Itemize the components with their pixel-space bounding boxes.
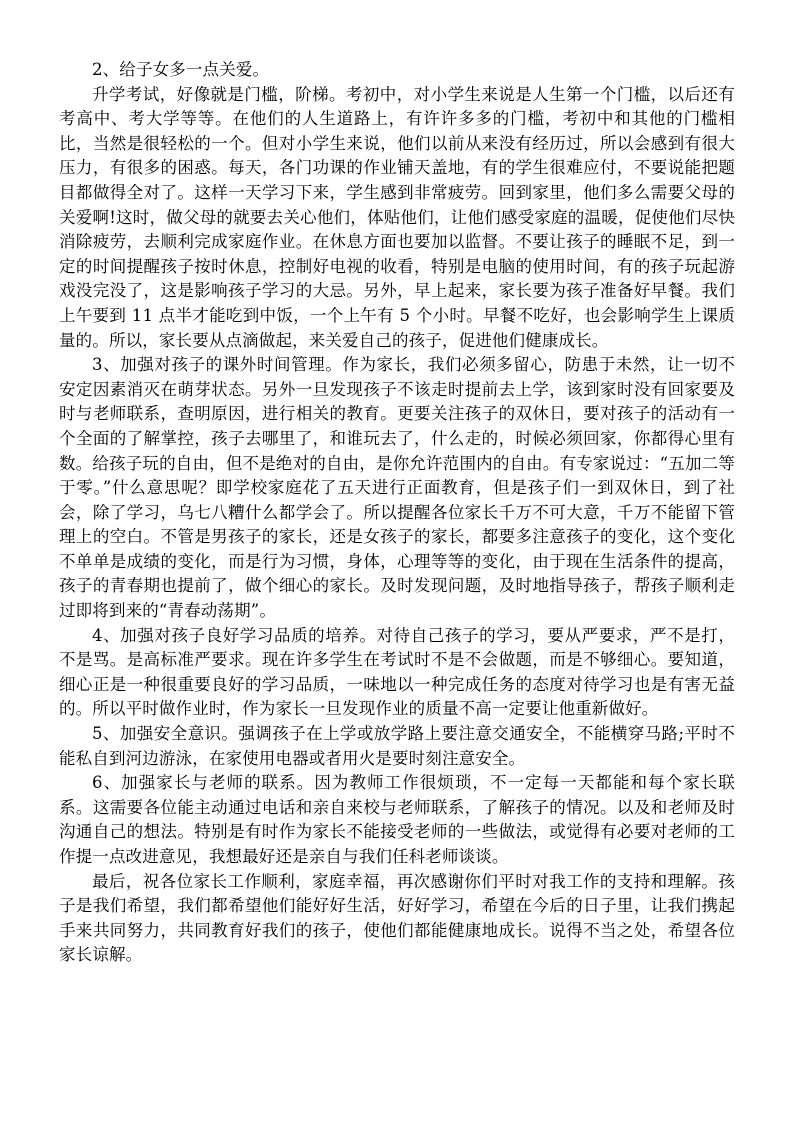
paragraph-time-management: 3、加强对孩子的课外时间管理。作为家长，我们必须多留心，防患于未然，让一切不安定因素消灭在萌芽状态。另外一旦发现孩子不该走时提前去上学，该到家时没有回家要及时与老师联系，查明原因，进行相关的教育。更要关注孩子的双休日，要对孩子的活动有一个全面的了解掌控，孩子去哪里了，和谁玩去了，什么走的，时候必须回家，你都得心里有数。给孩子玩的自由，但不是绝对的自由，是你允许范围内的自由。有专家说过：“五加二等于零。”什么意思呢？即学校家庭花了五天进行正面教育，但是孩子们一到双休日，到了社会，除了学习，乌七八糟什么都学会了。所以提醒各位家长千万不可大意，千万不能留下管理上的空白。不管是男孩子的家长，还是女孩子的家长，都要多注意孩子的变化，这个变化不单单是成绩的变化，而是行为习惯，身体，心理等等的变化，由于现在生活条件的提高，孩子的青春期也提前了，做个细心的家长。及时发现问题，及时地指导孩子，帮孩子顺利走过即将到来的“青春动荡期”。 xyxy=(59,355,735,621)
paragraph-care: 升学考试，好像就是门槛，阶梯。考初中，对小学生来说是人生第一个门槛，以后还有考高中、考大学等等。在他们的人生道路上，有许许多多的门槛，考初中和其他的门槛相比，当然是很轻松的一个。但对小学生来说，他们以前从来没有经历过，所以会感到有很大压力，有很多的困惑。每天，各门功课的作业铺天盖地，有的学生很难应付，不要说能把题目都做得全对了。这样一天学习下来，学生感到非常疲劳。回到家里，他们多么需要父母的关爱啊!这时，做父母的就要去关心他们，体贴他们，让他们感受家庭的温暖，促使他们尽快消除疲劳，去顺利完成家庭作业。在休息方面也要加以监督。不要让孩子的睡眠不足，到一定的时间提醒孩子按时休息，控制好电视的收看，特别是电脑的使用时间，有的孩子玩起游戏没完没了，这是影响孩子学习的大忌。另外，早上起来，家长要为孩子准备好早餐。我们上午要到 11 点半才能吃到中饭，一个上午有 5 个小时。早餐不吃好，也会影响学生上课质量的。所以，家长要从点滴做起，来关爱自己的孩子，促进他们健康成长。 xyxy=(59,84,735,350)
paragraph-safety: 5、加强安全意识。强调孩子在上学或放学路上要注意交通安全，不能横穿马路;平时不能私自到河边游泳，在家使用电器或者用火是要时刻注意安全。 xyxy=(59,724,735,768)
document-body xyxy=(59,58,735,968)
paragraph-study-quality: 4、加强对孩子良好学习品质的培养。对待自己孩子的学习，要从严要求，严不是打，不是骂。是高标准严要求。现在许多学生在考试时不是不会做题，而是不够细心。要知道，细心正是一种很重要良好的学习品质，一味地以一种完成任务的态度对待学习也是有害无益的。所以平时做作业时，作为家长一旦发现作业的质量不高一定要让他重新做好。 xyxy=(59,625,735,719)
paragraph-teacher-contact: 6、加强家长与老师的联系。因为教师工作很烦琐，不一定每一天都能和每个家长联系。这需要各位能主动通过电话和亲自来校与老师联系，了解孩子的情况。以及和老师及时沟通自己的想法。特别是有时作为家长不能接受老师的一些做法，或觉得有必要对老师的工作提一点改进意见，我想最好还是亲自与我们任科老师谈谈。 xyxy=(59,773,735,866)
paragraph-closing: 最后，祝各位家长工作顺利，家庭幸福，再次感谢你们平时对我工作的支持和理解。孩子是我们希望，我们都希望他们能好好生活，好好学习，希望在今后的日子里，让我们携起手来共同努力，共同教育好我们的孩子，使他们都能健康地成长。说得不当之处，希望各位家长谅解。 xyxy=(59,871,735,965)
section-heading-care: 2、给子女多一点关爱。 xyxy=(92,60,270,79)
